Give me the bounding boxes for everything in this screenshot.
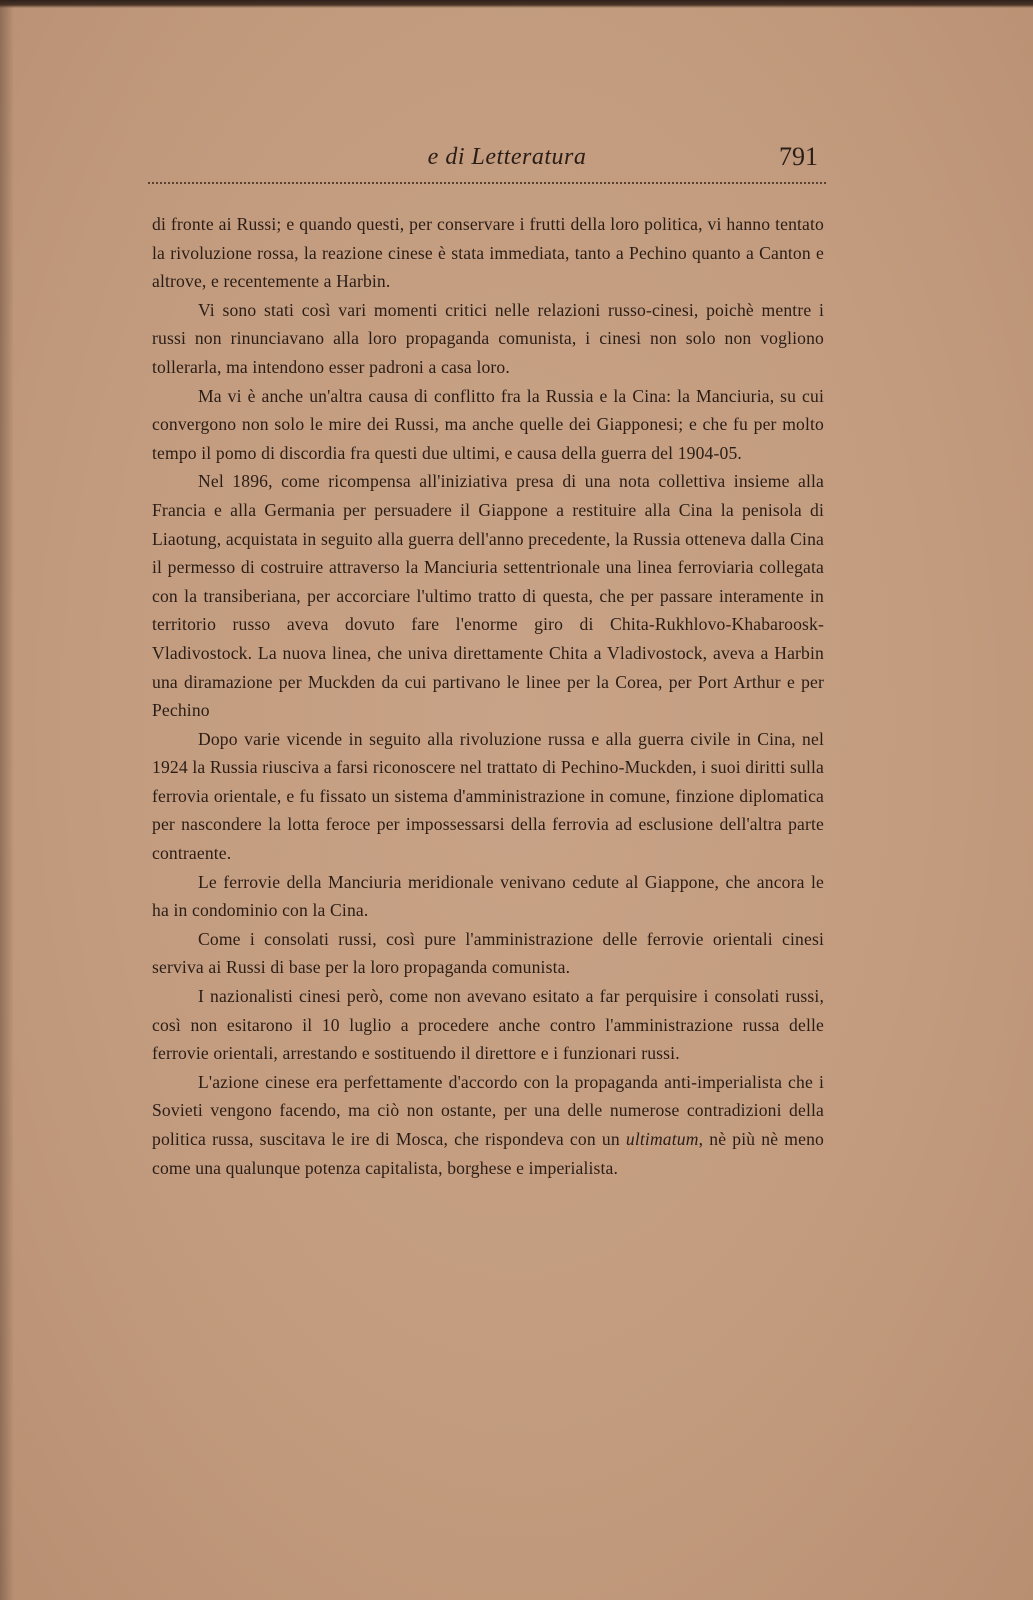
page-top-edge [0, 0, 1033, 8]
page-left-edge [0, 0, 14, 1600]
paragraph: Vi sono stati così vari momenti critici nelle relazioni russo-cinesi, poichè mentre i russi non rinunciavano alla loro propaganda comunista, i cinesi non solo non vogliono tollerarla, ma intendono esser padroni a casa loro. [152, 299, 824, 377]
paragraph: Nel 1896, come ricompensa all'iniziativa presa di una nota collettiva insieme alla Francia e alla Germania per persuadere il Giappone a restituire alla Cina la penisola di Liaotung, acquistata in seguito alla guerra dell'anno precedente, la Russia otteneva dalla Cina il permesso di costruire attraverso la Manciuria settentrionale una linea ferroviaria collegata con la transiberiana, per accorciare l'ultimo tratto di questa, che per passare interamente in territorio russo aveva dovuto fare l'enorme giro di Chita-Rukhlovo-Khabaroosk-Vladivostock. La nuova linea, che univa direttamente Chita a Vladivostock, aveva a Harbin una diramazione per Muckden da cui partivano le linee per la Corea, per Port Arthur e per Pechino [152, 471, 824, 721]
paragraph-text: , nè più nè meno come una qualunque potenza capitalista, borghese e imperialista. [152, 1129, 824, 1178]
paragraph-text: L'azione cinese era perfettamente d'accordo con la propaganda anti-imperialista che i Sovieti vengono facendo, ma ciò non ostante, per una delle numerose contradizioni della politica russa, suscitava le ire di Mosca, che rispondeva con un [152, 1071, 824, 1149]
paragraph: di fronte ai Russi; e quando questi, per conservare i frutti della loro politica, vi hanno tentato la rivoluzione rossa, la reazione cinese è stata immediata, tanto a Pechino quanto a Canton e altrove, e recentemente a Harbin. [152, 214, 824, 292]
running-title: e di Letteratura [427, 144, 587, 170]
header-dotted-rule [148, 182, 826, 184]
paragraph: I nazionalisti cinesi però, come non avevano esitato a far perquisire i consolati russi, così non esitarono il 10 luglio a procedere anche contro l'amministrazione russa delle ferrovie orientali, arrestando e sostituendo il direttore e i funzionari russi. [152, 986, 824, 1064]
paragraph: Dopo varie vicende in seguito alla rivoluzione russa e alla guerra civile in Cina, nel 1924 la Russia riusciva a farsi riconoscere nel trattato di Pechino-Muckden, i suoi diritti sulla ferrovia orientale, e fu fissato un sistema d'amministrazione in comune, finzione diplomatica per nascondere la lotta feroce per impossessarsi della ferrovia ad esclusione dell'altra parte contraente. [152, 728, 824, 864]
emphasis-ultimatum: ultimatum [625, 1129, 699, 1149]
running-header [148, 138, 826, 178]
page-number: 791 [779, 142, 818, 171]
paragraph-last [152, 1068, 824, 1182]
paragraph: Come i consolati russi, così pure l'amministrazione delle ferrovie orientali cinesi serviva ai Russi di base per la loro propaganda comunista. [152, 928, 824, 978]
body-text [152, 210, 824, 1182]
paragraph: Ma vi è anche un'altra causa di conflitto fra la Russia e la Cina: la Manciuria, su cui convergono non solo le mire dei Russi, ma anche quelle dei Giapponesi; e che fu per molto tempo il pomo di discordia fra questi due ultimi, e causa della guerra del 1904-05. [152, 385, 824, 463]
paragraph: Le ferrovie della Manciuria meridionale venivano cedute al Giappone, che ancora le ha in condominio con la Cina. [152, 871, 824, 921]
